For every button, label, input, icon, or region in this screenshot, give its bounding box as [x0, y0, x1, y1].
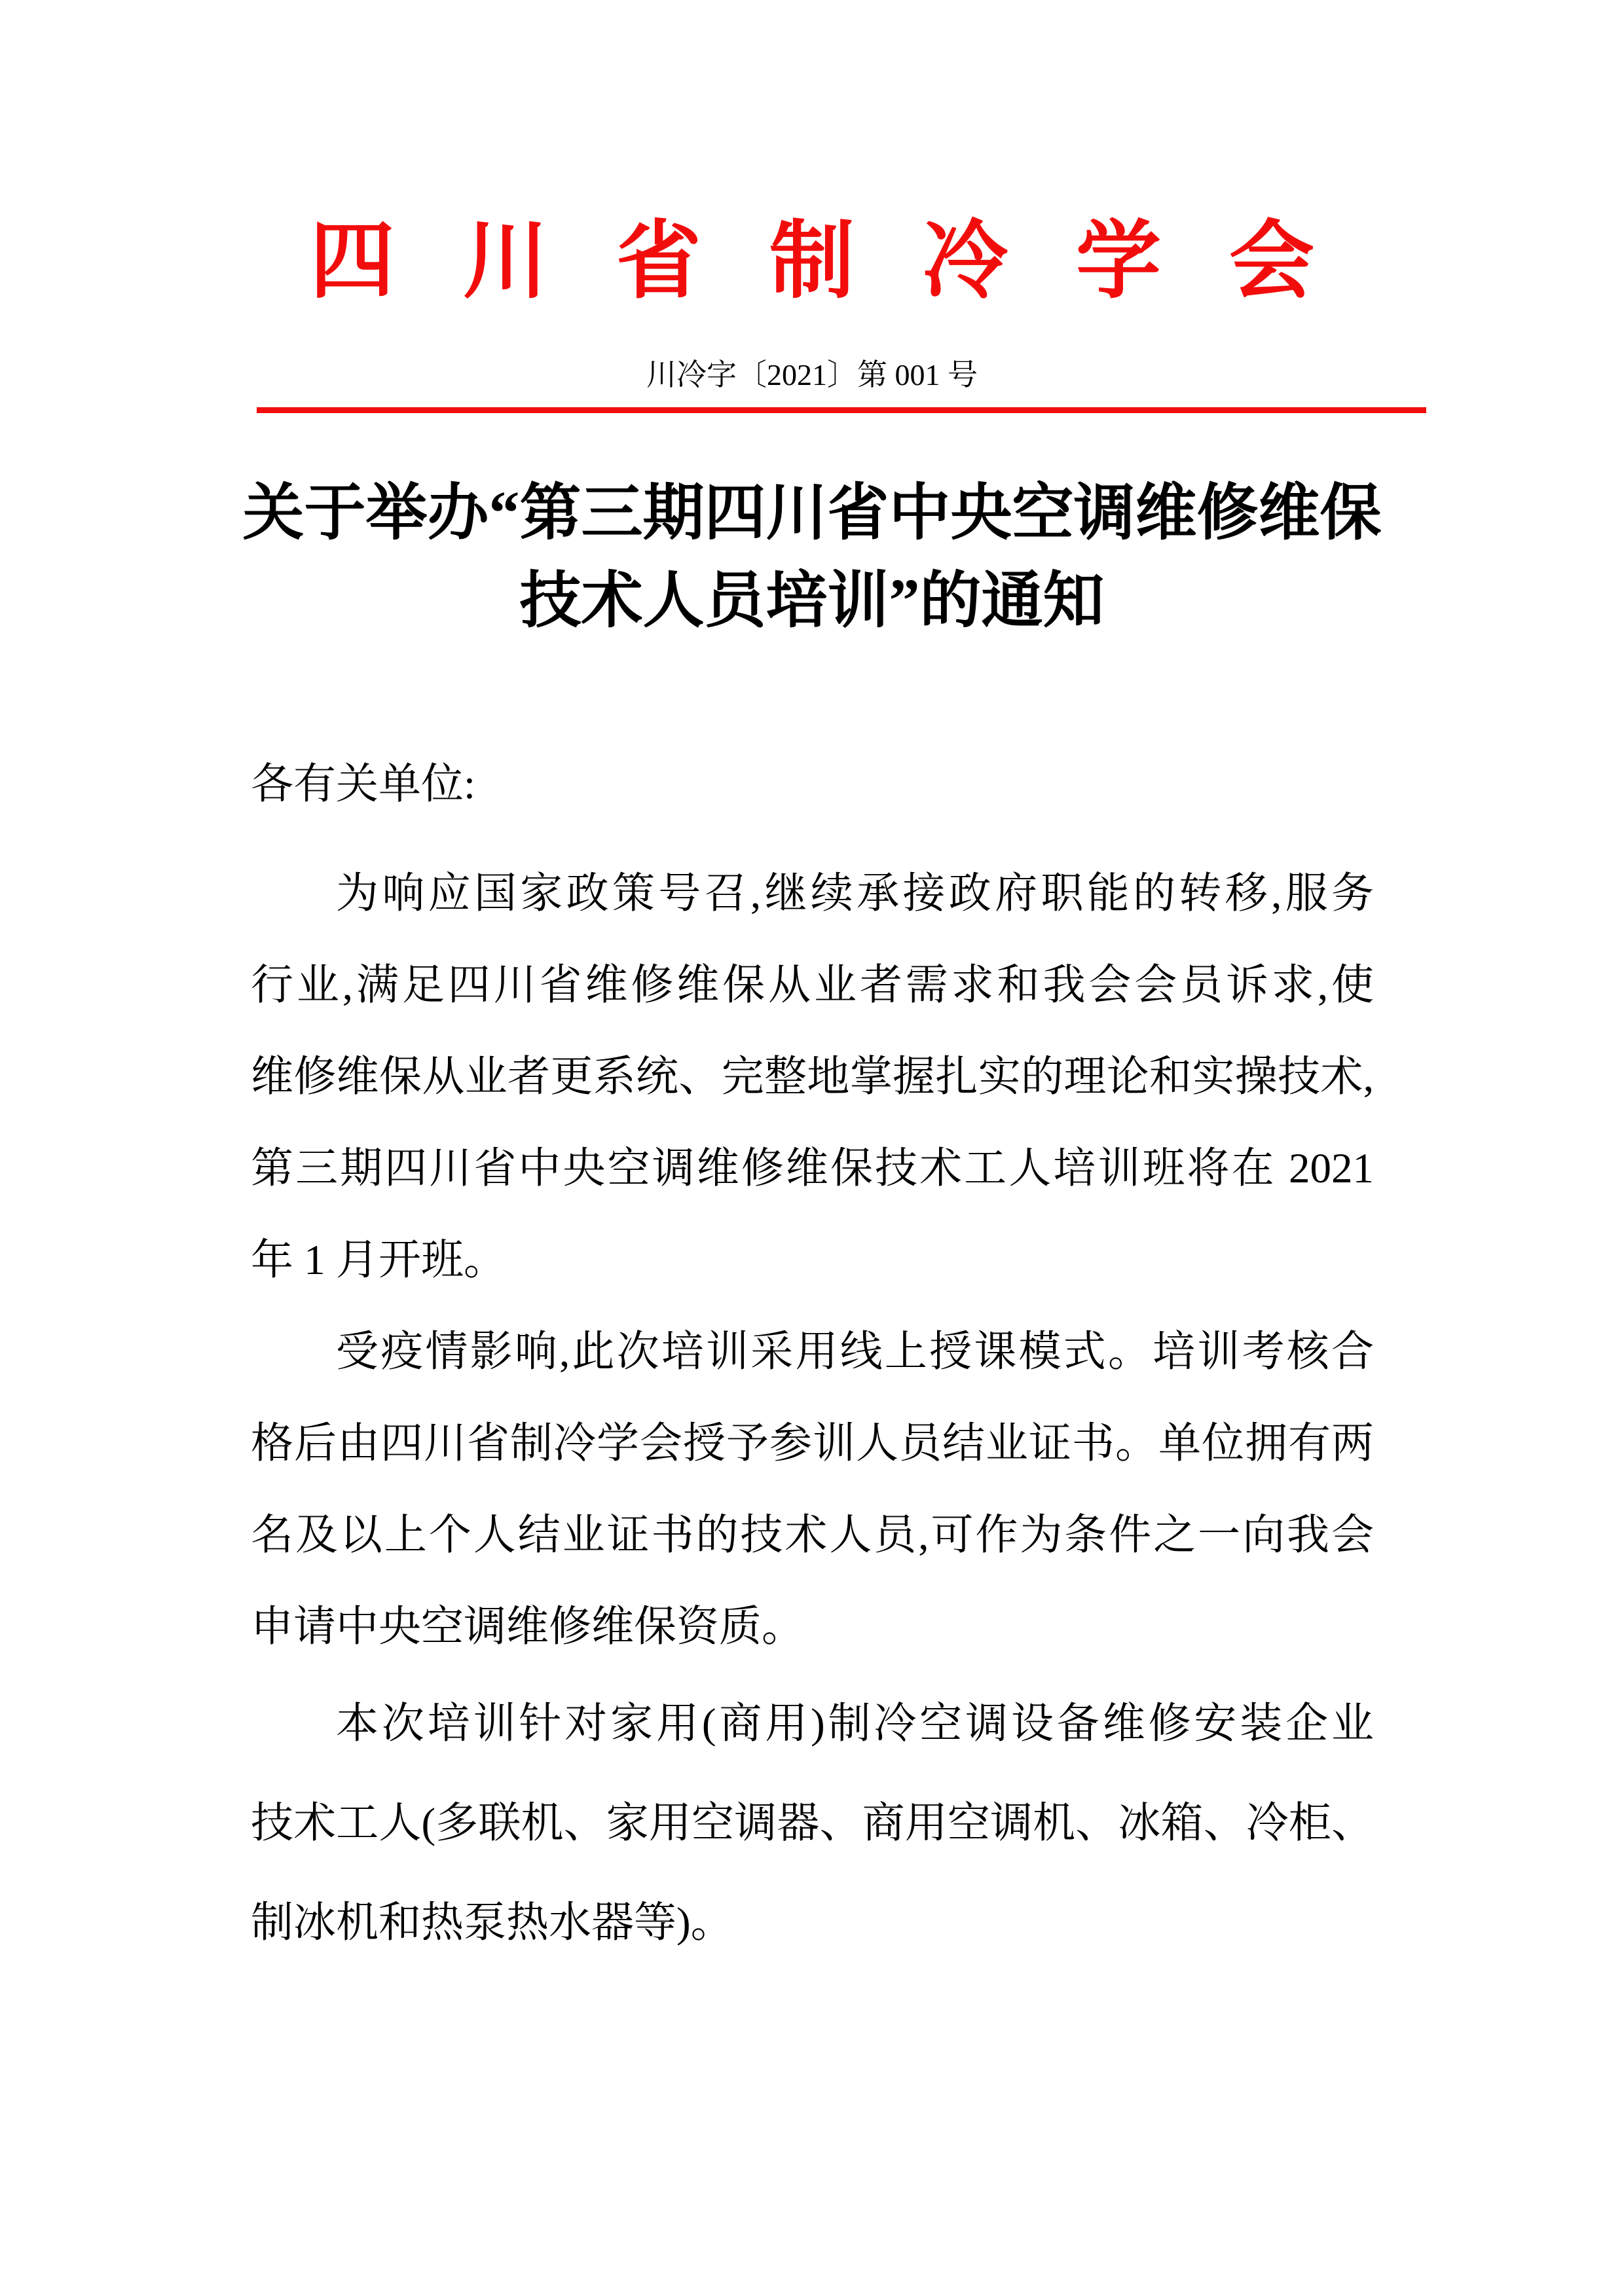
- body-line: 技术工人(多联机、家用空调器、商用空调机、冰箱、冷柜、: [251, 1800, 1374, 1847]
- org-name-text: 四川省制冷学会: [309, 215, 1382, 309]
- notice-title-line2: 技术人员培训”的通知: [519, 567, 1105, 635]
- body-line: 为响应国家政策号召,继续承接政府职能的转移,服务: [336, 870, 1374, 917]
- body-paragraphs-block-2: [251, 1674, 1374, 1973]
- body-line: 维修维保从业者更系统、完整地掌握扎实的理论和实操技术,: [251, 1053, 1374, 1101]
- body-paragraphs-block-1: [251, 848, 1374, 1673]
- body-line: 第三期四川省中央空调维修维保技术工人培训班将在 2021: [251, 1145, 1374, 1192]
- doc-number: 川冷字〔2021〕第 001 号: [646, 358, 978, 392]
- body-line: 本次培训针对家用(商用)制冷空调设备维修安装企业: [336, 1700, 1374, 1747]
- notice-title: [92, 469, 1532, 645]
- body-line: 申请中央空调维修维保资质。: [251, 1603, 805, 1650]
- body-line: 名及以上个人结业证书的技术人员,可作为条件之一向我会: [251, 1512, 1374, 1559]
- body-line: 年 1 月开班。: [251, 1237, 507, 1284]
- notice-title-line1: 关于举办“第三期四川省中央空调维修维保: [242, 479, 1382, 547]
- body-line: 受疫情影响,此次培训采用线上授课模式。培训考核合: [336, 1328, 1374, 1376]
- body-line: 格后由四川省制冷学会授予参训人员结业证书。单位拥有两: [251, 1420, 1374, 1467]
- red-divider-line: [257, 407, 1426, 413]
- org-name-heading: [0, 215, 1624, 309]
- salutation: 各有关单位:: [251, 761, 476, 808]
- body-line: 制冰机和热泵热水器等)。: [251, 1899, 733, 1946]
- body-line: 行业,满足四川省维修维保从业者需求和我会会员诉求,使: [251, 962, 1374, 1009]
